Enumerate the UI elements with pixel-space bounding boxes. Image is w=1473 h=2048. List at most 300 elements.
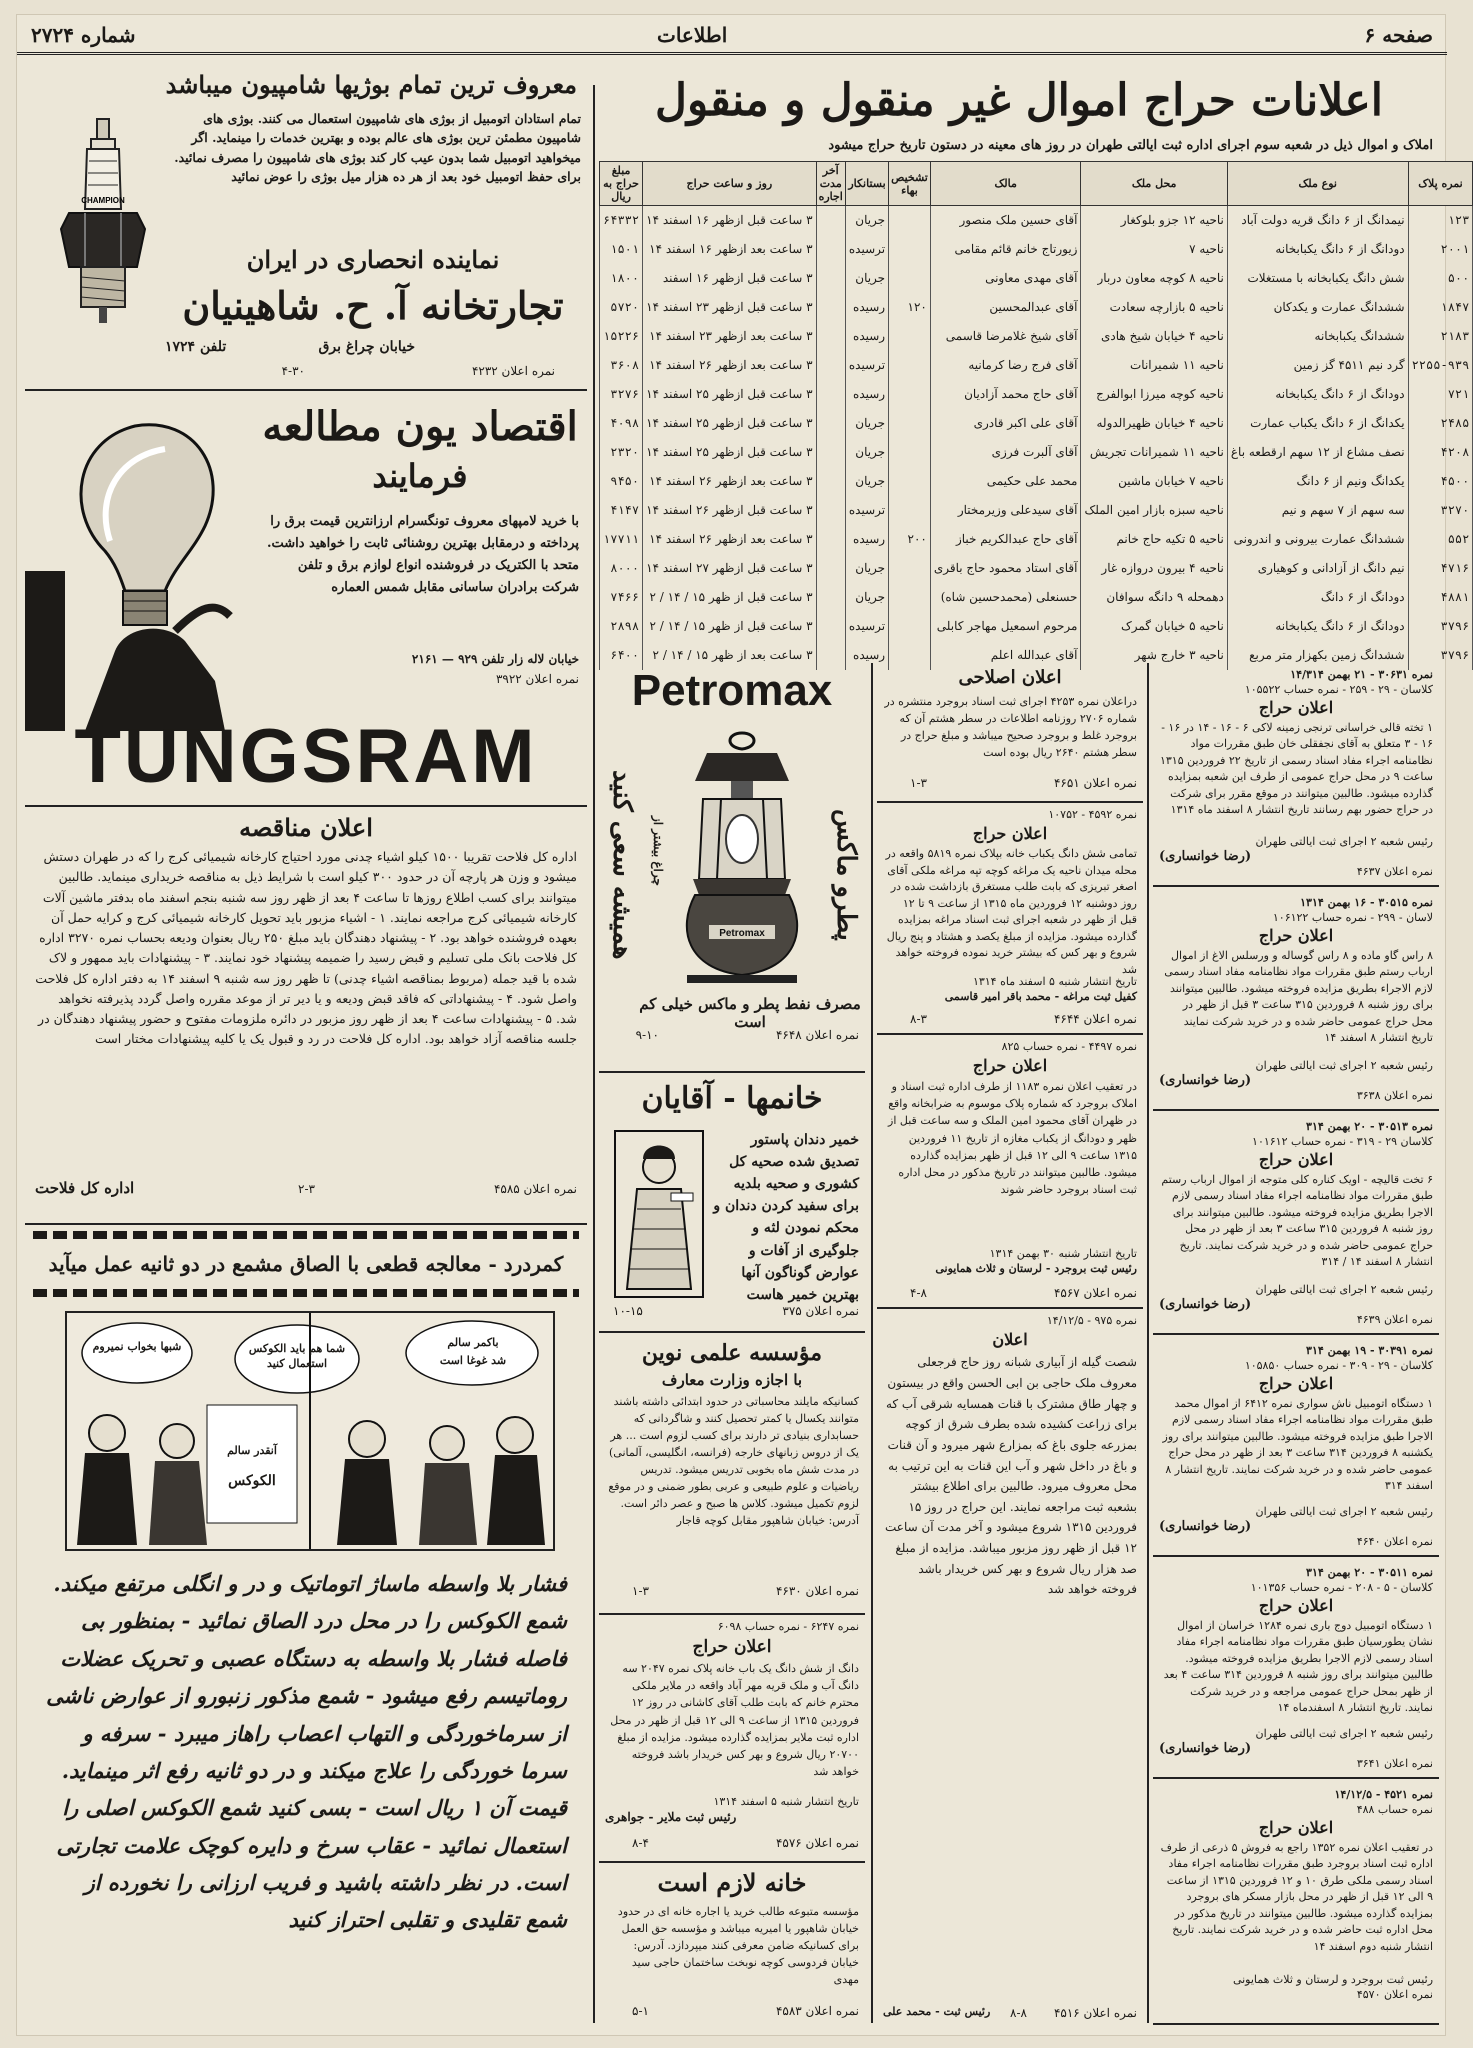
table-cell (816, 612, 845, 641)
table-cell: ناحیه کوچه میرزا ابوالفرج (1081, 380, 1227, 409)
newspaper-page (16, 14, 1470, 2036)
correction-code: ۱-۳ (910, 776, 927, 790)
section-divider (25, 1223, 587, 1225)
toothpaste-title: خانمها - آقایان (641, 1081, 823, 1116)
notice-numbers: نمره ۶۲۴۷ - نمره حساب ۶۰۹۸ (717, 1620, 859, 1633)
alcox-ad (25, 1229, 587, 2029)
notice-title: اعلان حراج (972, 1056, 1048, 1076)
table-cell: ۳ ساعت قبل ازظهر ۱۶ اسفند ۱۴ (643, 206, 816, 235)
table-cell (889, 235, 931, 264)
section-divider (599, 1861, 865, 1863)
table-cell: ششدانگ زمین بکهزار متر مربع (1227, 641, 1408, 670)
lantern-icon (667, 729, 817, 987)
column-divider (593, 85, 595, 2023)
table-cell: ۲۲۵۵-۹۳۹ (1408, 351, 1473, 380)
table-cell: نصف مشاع از ۱۲ سهم ارقطعه باغ (1227, 438, 1408, 467)
table-cell (889, 554, 931, 583)
auction-notice (599, 65, 1470, 663)
table-cell (889, 264, 931, 293)
table-row (600, 235, 1473, 264)
alcox-body: فشار بلا واسطه ماساژ اتوماتیک و در و انگلی مرتفع میکند. شمع الکوکس را در محل درد الصاق نمائید - بمنظور بی فاصله فشار بلا واسطه به دستگاه عصبی و تحریک عضلات روماتیسم رفع میشود - شمع مذکور زنبورو از عوارض ناشی از سرماخوردگی و التهاب اعصاب راهاز میبرد - سرفه و سرما خوردگی را علاج میکند و در دو ثانیه رفع اثر مینماید. قیمت آن ۱ ریال است - بسی کنید شمع الکوکس اصلی را استعمال نمائید - عقاب سرخ و دایره کوچک علامت تجارتی است. در نظر داشته باشید و فریب ارزانی را نخورده از شمع تقلیدی و تقلبی احتراز کنید (46, 1571, 567, 1933)
auction-notice-malayer (599, 1617, 865, 1857)
table-cell: حسنعلی (محمدحسین شاه) (930, 583, 1081, 612)
tungsram-ref: نمره اعلان ۳۹۲۲ (495, 672, 579, 686)
table-cell: یکدانگ از ۶ دانگ یکباب عمارت (1227, 409, 1408, 438)
institute-title: مؤسسه علمی نوین (641, 1340, 823, 1366)
champion-code: ۴-۳۰ (281, 364, 305, 378)
table-cell: ۳ ساعت قبل ازظهر ۲۳ اسفند ۱۴ (643, 293, 816, 322)
house-code: ۵-۱ (632, 2004, 649, 2018)
table-cell (889, 496, 931, 525)
tungsram-subtitle: فرمایند (372, 457, 468, 495)
table-cell: ناحیه ۴ بیرون دروازه غار (1081, 554, 1227, 583)
table-cell: ناحیه ۵ خیابان گمرک (1081, 612, 1227, 641)
champion-ref: نمره اعلان ۴۲۳۲ (471, 364, 555, 378)
notice-signature: رئیس ثبت ملایر - جواهری (605, 1809, 737, 1824)
table-cell: ۳۲۷۶ (600, 380, 643, 409)
table-cell: آقای مهدی معاونی (930, 264, 1081, 293)
table-cell: یکدانگ ونیم از ۶ دانگ (1227, 467, 1408, 496)
column-header: مالک (930, 162, 1081, 206)
section-divider (25, 805, 587, 807)
table-cell: ۴۵۰۰ (1408, 467, 1473, 496)
notice-ref: نمره اعلان ۴۵۶۷ (1053, 1286, 1137, 1300)
table-cell: ۳ ساعت بعد ازظهر ۱۶ اسفند ۱۴ (643, 235, 816, 264)
champion-ad (25, 65, 587, 387)
correction-notice (877, 665, 1143, 799)
auction-notice (1153, 665, 1439, 887)
table-cell: آقای فرج رضا کرمانیه (930, 351, 1081, 380)
table-cell: ۶۴۳۳۲ (600, 206, 643, 235)
table-cell: ۳ ساعت بعد از ظهر ۱۵ / ۱۴ / ۲ (643, 641, 816, 670)
notice-numbers: نمره ۳۰۵۱۱ - ۲۰ بهمن ۳۱۴ (1306, 1566, 1433, 1579)
notice-ref: نمره اعلان ۴۵۷۶ (775, 1836, 859, 1850)
notice-975 (877, 1311, 1143, 2029)
column-header: آخر مدت اجاره (816, 162, 845, 206)
notice-numbers: نمره ۳۰۳۹۱ - ۱۹ بهمن ۳۱۴ (1306, 1344, 1433, 1357)
auction-notice-borujerd (877, 1037, 1143, 1305)
table-cell: ۲۰۰ (889, 525, 931, 554)
table-cell: جریان (845, 467, 888, 496)
table-cell: ۳ ساعت قبل از ظهر ۱۵ / ۱۴ / ۲ (643, 612, 816, 641)
table-cell: رسیده (845, 525, 888, 554)
notice-body: در تعقیب اعلان نمره ۱۳۵۲ راجع به فروش ۵ ذرعی از طرف اداره ثبت اسناد بروجرد طبق مقررات نظامنامه اجراء مفاد اسناد رسمی ملکی طرق ۱۰ و ۱۲ فروردین ۱۳۱۵ از ساعت ۹ الی ۱۲ قبل از ظهر در محل بازار مسکر های بروجرد بمزایده گذارده میشود. طالبین میتوانند در تاریخ مذکور در محل اداره ثبت حاضر شده و در خرید شرکت نمایند. تاریخ انتشار شنبه دوم اسفند ۱۴ (1160, 1840, 1433, 1953)
table-cell: آقای استاد محمود حاج باقری (930, 554, 1081, 583)
auction-notice (1153, 1341, 1439, 1557)
notice-account: کلاسان - ۵ - ۲۰۸ - نمره حساب ۱۰۱۳۵۶ (1250, 1581, 1433, 1595)
table-cell: جریان (845, 583, 888, 612)
table-cell: ۸۰۰۰ (600, 554, 643, 583)
table-cell: ناحیه ۱۱ شمیرانات تجریش (1081, 438, 1227, 467)
table-cell (889, 409, 931, 438)
tender-ref: نمره اعلان ۴۵۸۵ (493, 1182, 577, 1196)
table-cell: آقای حسین ملک منصور (930, 206, 1081, 235)
table-cell: دودانگ از ۶ دانگ یکبابخانه (1227, 235, 1408, 264)
auction-notice (1153, 1785, 1439, 2025)
table-cell: ۳ ساعت بعد ازظهر ۲۶ اسفند ۱۴ (643, 467, 816, 496)
table-cell: جریان (845, 264, 888, 293)
notice-office: رئیس ثبت بروجرد و لرستان و ثلاث همایونی (1232, 1972, 1433, 1986)
notice-office: رئیس شعبه ۲ اجرای ثبت ایالتی طهران (1255, 1282, 1433, 1296)
table-row (600, 612, 1473, 641)
column-divider (871, 663, 873, 2023)
table-cell (816, 409, 845, 438)
table-cell (816, 438, 845, 467)
table-cell: آقای حاج عبدالکریم خباز (930, 525, 1081, 554)
notice-body: ۶ تخت قالیچه - اویک کناره کلی متوجه از اموال ارباب رستم طبق مقررات مواد نظامنامه اجراء مفاد اسناد رسمی لازم الاجرا بطریق مزایده فروخته میشود. طالبین میتوانند برای روز شنبه ۸ فروردین ۳۱۵ ساعت ۳ بعد از ظهر در محل حراج عمومی حاضر شده و در خرید شرکت نمایند. تاریخ انتشار ۸ اسفند ۱۴ / ۳۱۴ (1161, 1172, 1433, 1269)
speech-bubble: باکمر سالم (447, 1336, 499, 1349)
notice-title: اعلان حراج (972, 824, 1048, 844)
table-row (600, 554, 1473, 583)
table-cell: ۴۷۱۶ (1408, 554, 1473, 583)
correction-body: دراعلان نمره ۴۲۵۳ اجرای ثبت اسناد بروجرد منتشره در شماره ۲۷۰۶ روزنامه اطلاعات در سطر هشتم آن که بروجرد غلط و بروجرد صحیح میباشد و مبلغ حراج در سطر هشتم ۲۶۴۰ ریال بوده است (884, 695, 1137, 760)
table-cell: ناحیه سبزه بازار امین الملک (1081, 496, 1227, 525)
table-cell: ۳۲۷۰ (1408, 496, 1473, 525)
table-cell: ۱۲۳ (1408, 206, 1473, 235)
house-body: مؤسسه متبوعه طالب خرید یا اجاره خانه ای در حدود خیابان شاهپور یا امیریه میباشد و مؤسسه حق العمل برای کسانیکه ضامن معرفی کنند میپردازد. آدرس: خیابان فردوسی کوچه نوبخت ساختمان حاجی سید مهدی (617, 1905, 859, 1987)
notice-numbers: نمره ۴۵۹۲ - ۱۰۷۵۲ (1048, 808, 1137, 821)
table-cell (816, 525, 845, 554)
column-divider (1147, 663, 1149, 2023)
section-divider (599, 1613, 865, 1615)
notice-code: ۸-۸ (1010, 2006, 1027, 2020)
plug-brand-text: CHAMPION (81, 196, 125, 205)
table-cell: ۴۱۴۷ (600, 496, 643, 525)
table-cell: آقای حاج محمد آزادیان (930, 380, 1081, 409)
page-number: صفحه ۶ (1364, 23, 1433, 47)
table-cell: ۳ ساعت قبل ازظهر ۲۵ اسفند ۱۴ (643, 438, 816, 467)
notice-office: رئیس شعبه ۲ اجرای ثبت ایالتی طهران (1255, 1726, 1433, 1740)
tender-code: ۲-۳ (298, 1182, 315, 1196)
auction-table-body (600, 206, 1473, 670)
notice-body: تمامی شش دانگ یکباب خانه بپلاک نمره ۵۸۱۹ واقعه در محله میدان ناحیه یک مراغه کوچه تپه مراغه ملکی آقای اصغر تبریزی که بابت طلب مستغرق بازداشت شده در روز دوشنبه ۱۲ فروردین ماه ۱۳۱۵ از ساعت ۹ تا ۱۲ قبل از ظهر در شعبه اجرای ثبت اسناد مراغه بمزایده گذارده میشود. مزایده از مبلغ یکصد و هشتاد و پنج ریال شروع و بهر کس که بیشتر خرید نموده فروخته خواهد شد (885, 847, 1137, 976)
toothpaste-body: خمیر دندان پاستور تصدیق شده صحیه کل کشوری و صحیه بلدیه برای سفید کردن دندان و محکم نمودن لثه و جلوگیری از آفات و عوارض گوناگون آنها بهترین خمیر هاست (713, 1132, 859, 1303)
house-title: خانه لازم است (657, 1868, 807, 1897)
toothpaste-ref: نمره اعلان ۳۷۵ (782, 1304, 859, 1318)
table-cell: آقای عبدالمحسین (930, 293, 1081, 322)
auction-notice (1153, 893, 1439, 1111)
champion-title: معروف ترین تمام بوژیها شامپیون میباشد (165, 70, 577, 99)
notice-signature: رئیس ثبت - محمد علی (883, 2005, 991, 2018)
table-cell: مرحوم اسمعیل مهاجر کابلی (930, 612, 1081, 641)
notice-ref: نمره اعلان ۴۶۳۷ (1356, 865, 1433, 879)
table-cell: ۵۵۲ (1408, 525, 1473, 554)
speech-bubble: شما هم باید الکوکس استعمال کنید (248, 1342, 346, 1371)
correction-title: اعلان اصلاحی (958, 667, 1062, 688)
table-cell: ۴۰۹۸ (600, 409, 643, 438)
light-bulb-icon (25, 401, 255, 731)
tungsram-address: خیابان لاله زار تلفن ۹۲۹ — ۲۱۶۱ (411, 652, 579, 666)
table-cell (816, 351, 845, 380)
table-cell: ۱۸۴۷ (1408, 293, 1473, 322)
notice-title: اعلان حراج (692, 1637, 772, 1658)
notice-code: ۸-۳ (910, 1012, 927, 1026)
institute-notice (599, 1337, 865, 1609)
table-cell: ناحیه ۵ بازارچه سعادت (1081, 293, 1227, 322)
table-row (600, 409, 1473, 438)
notice-body: شصت گیله از آبیاری شبانه روز حاج فرجعلی معروف ملک حاجی بن ابی الحسن واقع در بیستون و چهار طاق مشترک با قنات همسایه شرقی آب که برای زراعت کشیده شده بطرف شرق از کوچه بمزرعه جلوی باغ که بمزارع شهر میرود و آن قنات و باغ در داخل شهر و آب این قنات به این ترتیب به محل معروف میرود. طالبین برای اطلاع بیشتر بشعبه ثبت مراجعه نمایند. این حراج در روز ۱۵ فروردین ۱۳۱۵ شروع میشود و آخر مدت آن ساعت ۱۲ قبل از ظهر روز مزبور میباشد. مزایده از مبلغ صد هزار ریال شروع و بهر کس خریدار باشد فروخته خواهد شد (885, 1355, 1137, 1597)
column-header: بستانکار (845, 162, 888, 206)
table-cell (889, 351, 931, 380)
table-cell: دهمحله ۹ دانگه سوافان (1081, 583, 1227, 612)
petromax-ad (599, 665, 865, 1067)
institute-code: ۱-۳ (632, 1584, 649, 1598)
house-ref: نمره اعلان ۴۵۸۳ (775, 2004, 859, 2018)
woman-illustration (613, 1129, 705, 1299)
table-cell: رسیده (845, 293, 888, 322)
table-cell: ۳۶۰۸ (600, 351, 643, 380)
toothpaste-ad (599, 1077, 865, 1327)
table-cell: ۱۵۲۲۶ (600, 322, 643, 351)
table-cell: ۲۸۹۸ (600, 612, 643, 641)
table-cell: ترسیده (845, 496, 888, 525)
table-cell: نیمدانگ از ۶ دانگ قریه دولت آباد (1227, 206, 1408, 235)
table-cell (816, 380, 845, 409)
table-cell: ۵۷۲۰ (600, 293, 643, 322)
table-cell: ناحیه ۵ تکیه حاج خانم (1081, 525, 1227, 554)
notice-ref: نمره اعلان ۴۵۱۶ (1053, 2006, 1137, 2020)
notice-signature: (رضا خوانساری) (1159, 1073, 1252, 1089)
notice-numbers: نمره ۹۷۵ - ۱۴/۱۲/۵ (1046, 1314, 1137, 1327)
table-row (600, 293, 1473, 322)
table-cell: ۱۸۰۰ (600, 264, 643, 293)
table-cell: گرد نیم ۴۵۱۱ گز زمین (1227, 351, 1408, 380)
table-cell: ششدانگ یکبابخانه (1227, 322, 1408, 351)
table-cell (889, 206, 931, 235)
table-row (600, 525, 1473, 554)
table-row (600, 264, 1473, 293)
table-cell: شش دانگ یکبابخانه با مستغلات (1227, 264, 1408, 293)
notice-numbers: نمره ۳۰۵۱۵ - ۱۶ بهمن ۱۳۱۴ (1300, 896, 1433, 909)
notice-numbers: نمره ۴۵۲۱ - ۱۴/۱۲/۵ (1334, 1788, 1433, 1801)
table-cell: ۳۷۹۶ (1408, 641, 1473, 670)
auction-table-header (600, 162, 1473, 206)
tender-signature: اداره کل فلاحت (35, 1179, 135, 1197)
petromax-left-text: همیشه سعی کنید (607, 770, 637, 960)
notice-ref: نمره اعلان ۴۶۳۹ (1356, 1313, 1433, 1327)
tungsram-title: اقتصاد یون مطالعه (262, 403, 578, 450)
house-wanted-notice (599, 1865, 865, 2029)
table-cell (816, 235, 845, 264)
notice-ref: نمره اعلان ۴۶۴۰ (1356, 1535, 1433, 1549)
notice-body: در تعقیب اعلان نمره ۱۱۸۳ از طرف اداره ثبت اسناد و املاک بروجرد که شماره پلاک موسوم به ضرابخانه واقع در ظهران آقای محمود امین الملک و سه ساعت قبل از ظهر و دودانگ از یکباب مغازه از تاریخ ۱۱ فروردین ۱۳۱۵ ساعت ۹ الی ۱۲ قبل از ظهر بمزایده گذارده میشود. طالبین میتوانند در تاریخ مذکور در محل اداره ثبت اسناد بروجرد حاضر شوند (888, 1080, 1137, 1196)
right-column-auctions (1153, 665, 1439, 2029)
notice-signature: رئیس ثبت بروجرد - لرستان و ثلاث همایونی (935, 1261, 1137, 1275)
tender-title: اعلان مناقصه (239, 813, 373, 842)
table-cell: جریان (845, 554, 888, 583)
notice-account: کلاسان - ۲۹ - ۳۰۹ - نمره حساب ۱۰۵۸۵۰ (1244, 1359, 1433, 1373)
table-cell (889, 438, 931, 467)
table-cell: ۳ ساعت قبل ازظهر ۲۷ اسفند ۱۴ (643, 554, 816, 583)
tender-notice (25, 809, 587, 1221)
table-row (600, 380, 1473, 409)
notice-numbers: نمره ۳۰۶۳۱ - ۲۱ بهمن ۱۴/۳۱۴ (1290, 668, 1433, 681)
issue-number: شماره ۲۷۲۴ (31, 23, 136, 47)
champion-address: خیابان چراغ برق (318, 339, 415, 355)
table-cell: دودانگ از ۶ دانگ یکبابخانه (1227, 612, 1408, 641)
table-cell: ۳ ساعت قبل ازظهر ۲۵ اسفند ۱۴ (643, 409, 816, 438)
section-divider (877, 1033, 1143, 1035)
table-cell: آقای شیخ غلامرضا قاسمی (930, 322, 1081, 351)
table-cell: ۱۷۷۱۱ (600, 525, 643, 554)
table-cell: نیم دانگ از آزادانی و کوهیاری (1227, 554, 1408, 583)
notice-code: ۴-۸ (910, 1286, 927, 1300)
decorative-border (33, 1231, 579, 1239)
table-cell (816, 496, 845, 525)
speech-bubble: شبها بخواب نمیروم (92, 1340, 182, 1353)
table-cell: ترسیده (845, 351, 888, 380)
petromax-center-text: چراغ بیشتر از (651, 816, 665, 886)
notice-title: اعلان حراج (1258, 697, 1334, 717)
section-divider (877, 1307, 1143, 1309)
table-cell (816, 554, 845, 583)
cartoon-panel (65, 1311, 555, 1551)
notice-account: لاسان - ۲۹۹ - نمره حساب ۱۰۶۱۲۲ (1272, 911, 1433, 925)
notice-signature: (رضا خوانساری) (1159, 1741, 1252, 1757)
table-cell: ۲۰۰۱ (1408, 235, 1473, 264)
table-cell (816, 322, 845, 351)
petromax-footer: مصرف نفط پطر و ماکس خیلی کم است (639, 995, 861, 1031)
petromax-logo: Petromax (631, 666, 833, 715)
newspaper-name: اطلاعات (657, 23, 728, 47)
table-cell (889, 583, 931, 612)
column-header: محل ملک (1081, 162, 1227, 206)
alcox-panel-label: الکوکس (228, 1473, 276, 1489)
decorative-border (33, 1289, 579, 1297)
notice-date: تاریخ انتشار شنبه ۵ اسفند ماه ۱۳۱۴ (972, 975, 1137, 989)
table-cell: ۳ ساعت بعد ازظهر ۲۳ اسفند ۱۴ (643, 322, 816, 351)
tungsram-logo: TUNGSRAM (74, 714, 538, 799)
toothpaste-code: ۱۰-۱۵ (613, 1304, 643, 1318)
notice-body: دانگ از شش دانگ یک باب خانه پلاک نمره ۲۰۴۷ سه دانگ آب و ملک قریه مهر آباد واقعه در ملایر ملکی محترم خانم که بابت طلب آقای کاشانی در روز ۱۲ فروردین ۱۳۱۵ از ساعت ۹ الی ۱۲ قبل از ظهر در محل اداره ثبت ملایر بمزایده گذارده میشود. مزایده از مبلغ ۲۰۷۰۰ ریال شروع و بهر کس خریدار باشد فروخته خواهد شد (610, 1662, 859, 1778)
table-cell: ۹۴۵۰ (600, 467, 643, 496)
notice-numbers: نمره ۳۰۵۱۳ - ۲۰ بهمن ۳۱۴ (1306, 1120, 1433, 1133)
table-cell: جریان (845, 206, 888, 235)
table-cell: ناحیه ۸ کوچه معاون دربار (1081, 264, 1227, 293)
table-cell: ناحیه ۱۲ جزو بلوکغار (1081, 206, 1227, 235)
tungsram-body: با خرید لامپهای معروف تونگسرام ارزانترین قیمت برق را پرداخته و درمقابل بهترین روشنائی ثابت را خواهید داشت. متحد با الکتریک در فروشنده انواع لوازم برق و تلفن شرکت برادران ساسانی مقابل شمس العماره (266, 514, 579, 596)
alcox-headline: کمردرد - معالجه قطعی با الصاق مشمع در دو ثانیه عمل میآید (48, 1252, 564, 1276)
table-row (600, 496, 1473, 525)
notice-title: اعلان حراج (1258, 1595, 1334, 1615)
table-cell: جریان (845, 409, 888, 438)
notice-body: ۱ دستگاه اتومبیل دوج باری نمره ۱۲۸۴ خراسان از اموال نشان یطورسیان طبق مقررات مواد نظامنامه اجراء مفاد اسناد رسمی لازم الاجرا بطریق مزایده فروخته میشود. طالبین میتوانند برای روز شنبه ۸ فروردین ۳۱۴ ساعت ۴ بعد از ظهر بمحل حراج عمومی مراجعه و در خرید شرکت نمایند. تاریخ انتشار ۸ اسفندماه ۱۴ (1163, 1618, 1433, 1715)
table-cell: آقای عبدالله اعلم (930, 641, 1081, 670)
auction-notice (1153, 1563, 1439, 1779)
correction-ref: نمره اعلان ۴۶۵۱ (1053, 776, 1137, 790)
table-cell: ۱۵۰۱ (600, 235, 643, 264)
champion-company: تجارتخانه آ. ح. شاهینیان (182, 283, 564, 328)
column-header: تشخیص بهاء (889, 162, 931, 206)
table-cell: ناحیه ۷ (1081, 235, 1227, 264)
notice-signature: (رضا خوانساری) (1159, 1297, 1252, 1313)
auction-notice-maragheh (877, 805, 1143, 1031)
column-header: روز و ساعت حراج (643, 162, 816, 206)
table-cell: آقای سیدعلی وزیرمختار (930, 496, 1081, 525)
notice-ref: نمره اعلان ۴۵۷۰ (1356, 1988, 1433, 2002)
table-cell (816, 206, 845, 235)
table-cell (816, 264, 845, 293)
table-cell: محمد علی حکیمی (930, 467, 1081, 496)
section-divider (599, 1331, 865, 1333)
table-cell: ۳ ساعت قبل از ظهر ۱۵ / ۱۴ / ۲ (643, 583, 816, 612)
table-cell: ناحیه ۱۱ شمیرانات (1081, 351, 1227, 380)
table-row (600, 467, 1473, 496)
auction-intro: املاک و اموال ذیل در شعبه سوم اجرای اداره ثبت ایالتی طهران در روز های معینه در دستون تاریخ حراج میشود (828, 138, 1433, 153)
table-cell: دودانگ از ۶ دانگ (1227, 583, 1408, 612)
table-cell: ۳ ساعت بعد ازظهر ۲۶ اسفند ۱۴ (643, 525, 816, 554)
table-cell: ناحیه ۴ خیابان ظهیرالدوله (1081, 409, 1227, 438)
table-cell: ۷۴۶۶ (600, 583, 643, 612)
table-cell: ششدانگ عمارت و یکدکان (1227, 293, 1408, 322)
table-cell: رسیده (845, 380, 888, 409)
auction-notice (1153, 1117, 1439, 1335)
notice-title: اعلان حراج (1258, 1149, 1334, 1169)
notice-body: ۱ دستگاه اتومبیل ناش سواری نمره ۶۴۱۲ از اموال محمد طبق مقررات مواد نظامنامه اجراء مفاد اسناد رسمی لازم الاجرا طبق مزایده فروخته میشود. طالبین میتوانند برای روز یکشنبه ۸ فروردین ۳۱۴ ساعت ۳ بعد از ظهر در محل حراج عمومی حاضر شده و در خرید شرکت نمایند. تاریخ انتشار ۸ اسفند ۳۱۴ (1162, 1396, 1433, 1493)
notice-ref: نمره اعلان ۳۶۳۸ (1356, 1089, 1433, 1103)
table-cell: ۳ ساعت قبل ازظهر ۱۶ اسفند (643, 264, 816, 293)
table-cell (889, 612, 931, 641)
notice-title: اعلان (992, 1330, 1028, 1350)
notice-title: اعلان حراج (1258, 1373, 1334, 1393)
petromax-ref: نمره اعلان ۴۶۴۸ (775, 1028, 859, 1042)
section-divider (25, 389, 587, 391)
notice-date: تاریخ انتشار شنبه ۳۰ بهمن ۱۳۱۴ (989, 1247, 1137, 1261)
institute-body: کسانیکه مایلند محاسباتی در حدود ابتدائی داشته باشند متوانند یکسال یا کمتر تحصیل کنند و شاگردانی که حسابداری بنیادی تر دارند برای کسب لزوم است ... هر یک از دروس زبانهای خارجه (فرانسه، انگلیسی، آلمانی) در مدت شش ماه بخوبی تدریس میشود. تدریس ریاضیات و علوم طبیعی و عربی بطور ضمنی و در موقع لزوم تکمیل میشود. کلاس ها صبح و عصر دائر است. آدرس: خیابان شاهپور مقابل کوچه قاجار (608, 1395, 859, 1528)
petromax-right-text: پطرو ماکس (831, 809, 861, 941)
notice-account: نمره حساب ۴۸۸ (1356, 1803, 1433, 1817)
spark-plug-icon (55, 117, 151, 329)
table-row (600, 438, 1473, 467)
notice-title: اعلان حراج (1258, 1817, 1334, 1837)
table-cell (889, 380, 931, 409)
table-cell: رسیده (845, 641, 888, 670)
notice-signature: (رضا خوانساری) (1159, 849, 1252, 865)
auction-title: اعلانات حراج اموال غیر منقول و منقول (655, 75, 1383, 126)
table-cell: ۳ ساعت بعد ازظهر ۲۶ اسفند ۱۴ (643, 351, 816, 380)
notice-office: رئیس شعبه ۲ اجرای ثبت ایالتی طهران (1255, 1504, 1433, 1518)
column-header: مبلغ حراج به ریال (600, 162, 643, 206)
table-cell: ۳ ساعت قبل ازظهر ۲۵ اسفند ۱۴ (643, 380, 816, 409)
notice-date: تاریخ انتشار شنبه ۵ اسفند ۱۳۱۴ (713, 1795, 859, 1809)
speech-bubble: شد غوغا است (439, 1354, 507, 1367)
lantern-brand-text: Petromax (719, 928, 765, 939)
table-cell: جریان (845, 438, 888, 467)
table-row (600, 206, 1473, 235)
page-header (17, 15, 1447, 55)
speech-bubble: آنقدر سالم (227, 1444, 277, 1457)
table-cell: ۲۴۸۵ (1408, 409, 1473, 438)
column-header: نوع ملک (1227, 162, 1408, 206)
notice-code: ۸-۴ (632, 1836, 649, 1850)
table-cell: ۱۲۰ (889, 293, 931, 322)
table-cell: ۵۰۰ (1408, 264, 1473, 293)
notice-title: اعلان حراج (1258, 925, 1334, 945)
notice-ref: نمره اعلان ۳۶۴۱ (1356, 1757, 1433, 1771)
notice-body: ۱ تخته قالی خراسانی ترنجی زمینه لاکی ۶ - ۱۶ - ۱۴ در ۱۶ - ۱۶ - ۳ متعلق به آقای نجفقلی خان طبق مقررات مواد نظامنامه اجراء مفاد اسناد رسمی از تاریخ ۲۲ فروردین ۱۳۱۵ ساعت ۹ در محل حراج عمومی از طرف این شعبه بمزایده گذارده میشود. طالبین میتوانند در موقع مقرر برای شرکت در حراج حضور بهم رسانند تاریخ انتشار ۸ اسفند ماه ۱۳۱۴ (1159, 720, 1433, 817)
table-cell: ۴۲۰۸ (1408, 438, 1473, 467)
champion-agent: نماینده انحصاری در ایران (246, 245, 500, 274)
table-cell: سه سهم از ۷ سهم و نیم (1227, 496, 1408, 525)
notice-account: کلاسان ۲۹ - ۳۱۹ - نمره حساب ۱۰۱۶۱۲ (1252, 1135, 1433, 1149)
section-divider (599, 1071, 865, 1073)
table-cell: ترسیده (845, 235, 888, 264)
table-cell: آقای علی اکبر قادری (930, 409, 1081, 438)
table-cell: ۴۸۸۱ (1408, 583, 1473, 612)
table-cell (816, 583, 845, 612)
table-cell: ناحیه ۷ خیابان ماشین (1081, 467, 1227, 496)
section-divider (877, 801, 1143, 803)
